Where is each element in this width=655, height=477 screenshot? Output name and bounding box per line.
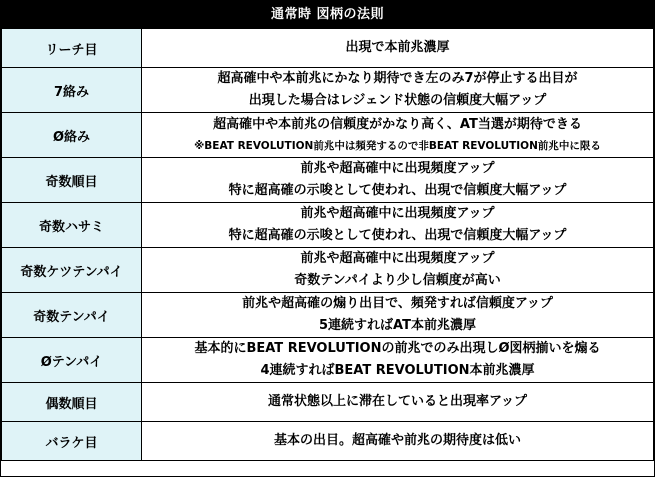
description-line: 前兆や超高確の煽り出目で、頻発すれば信頼度アップ — [242, 296, 553, 311]
row-description — [142, 158, 654, 203]
description-line: 前兆や超高確中に出現頻度アップ — [300, 161, 495, 176]
description-line: 5連続すればAT本前兆濃厚 — [319, 318, 476, 333]
row-label: Øテンパイ — [2, 338, 142, 383]
description-line: 超高確中や本前兆にかなり期待でき左のみ7が停止する出目が — [217, 71, 578, 86]
row-label: リーチ目 — [2, 29, 142, 68]
description-line: 4連続すればBEAT REVOLUTION本前兆濃厚 — [260, 363, 535, 378]
table-title: 通常時 図柄の法則 — [1, 1, 654, 28]
table-row — [2, 383, 654, 422]
row-description — [142, 422, 654, 461]
table-row — [2, 113, 654, 158]
description-line: 基本の出目。超高確や前兆の期待度は低い — [273, 433, 521, 448]
row-description — [142, 338, 654, 383]
row-description — [142, 113, 654, 158]
pattern-rules-table — [1, 28, 654, 461]
description-line: 前兆や超高確中に出現頻度アップ — [300, 251, 495, 266]
table-row — [2, 248, 654, 293]
row-description — [142, 203, 654, 248]
row-label: 奇数テンパイ — [2, 293, 142, 338]
table-row — [2, 158, 654, 203]
row-description — [142, 29, 654, 68]
row-label: バラケ目 — [2, 422, 142, 461]
row-description — [142, 68, 654, 113]
description-line: 前兆や超高確中に出現頻度アップ — [300, 206, 495, 221]
table-row — [2, 29, 654, 68]
description-line: 基本的にBEAT REVOLUTIONの前兆でのみ出現しØ図柄揃いを煽る — [194, 341, 601, 356]
row-label: 7絡み — [2, 68, 142, 113]
description-line: 出現で本前兆濃厚 — [345, 40, 450, 55]
description-line: 特に超高確の示唆として使われ、出現で信頼度大幅アップ — [228, 183, 567, 198]
description-line: 特に超高確の示唆として使われ、出現で信頼度大幅アップ — [228, 228, 567, 243]
row-label: 奇数順目 — [2, 158, 142, 203]
description-line: 出現した場合はレジェンド状態の信頼度大幅アップ — [248, 93, 547, 108]
table-row — [2, 203, 654, 248]
description-note: ※BEAT REVOLUTION前兆中は頻発するので非BEAT REVOLUTION前兆中に限る — [194, 140, 601, 152]
row-description — [142, 293, 654, 338]
row-label: 奇数ケツテンパイ — [2, 248, 142, 293]
row-label: 奇数ハサミ — [2, 203, 142, 248]
row-description — [142, 383, 654, 422]
description-line: 奇数テンパイより少し信頼度が高い — [294, 273, 501, 288]
row-label: 偶数順目 — [2, 383, 142, 422]
table-row — [2, 293, 654, 338]
table-row — [2, 68, 654, 113]
row-label: Ø絡み — [2, 113, 142, 158]
table-row — [2, 338, 654, 383]
description-line: 超高確中や本前兆の信頼度がかなり高く、AT当選が期待できる — [213, 117, 582, 132]
table-row — [2, 422, 654, 461]
description-line: 通常状態以上に滞在していると出現率アップ — [267, 394, 528, 409]
row-description — [142, 248, 654, 293]
